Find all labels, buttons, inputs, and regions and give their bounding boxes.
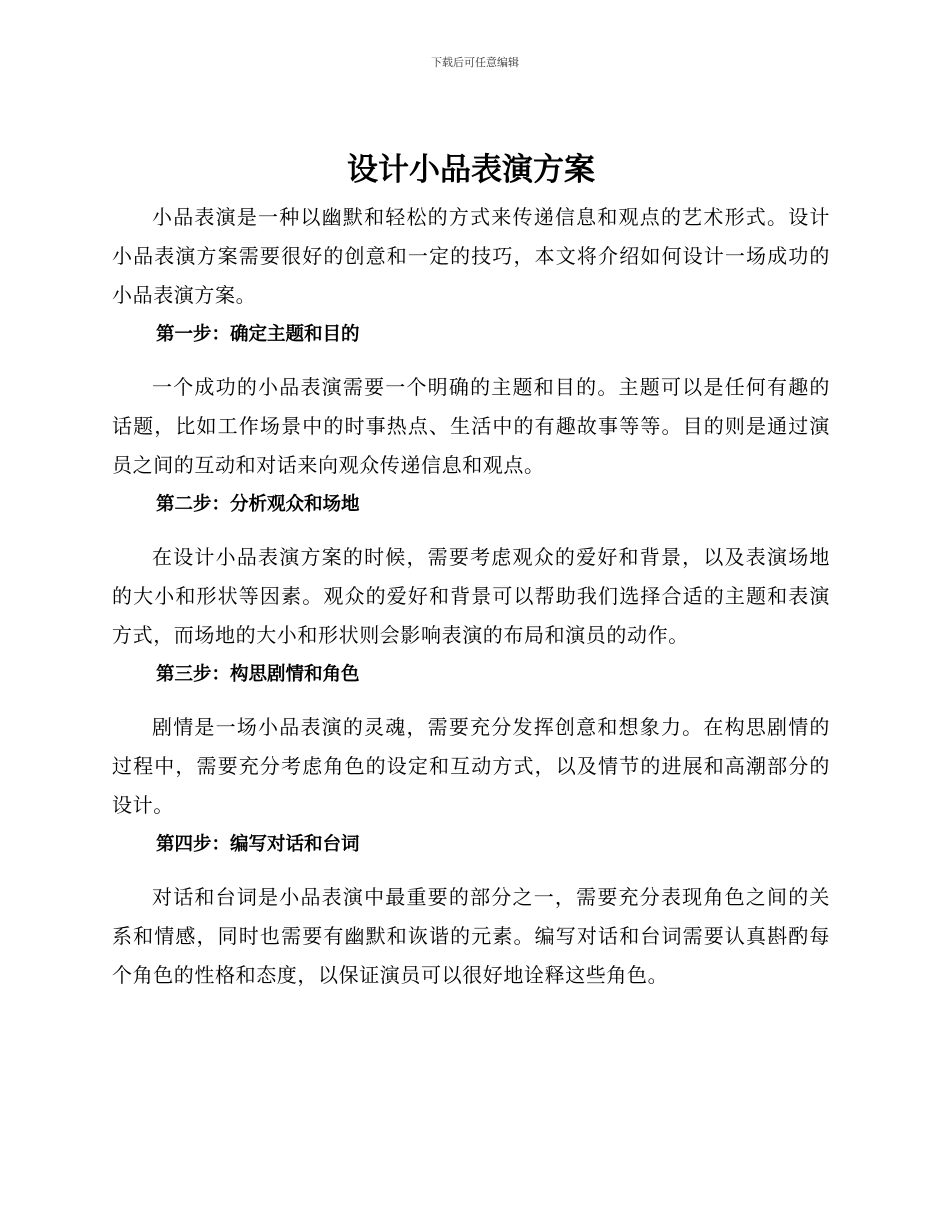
section-heading: 第三步：构思剧情和角色	[156, 664, 360, 685]
section-step-2	[112, 485, 830, 655]
page-header-note: 下载后可任意编辑	[431, 56, 519, 69]
section-paragraph: 一个成功的小品表演需要一个明确的主题和目的。主题可以是任何有趣的话题，比如工作场景中的时事热点、生活中的有趣故事等等。目的则是通过演员之间的互动和对话来向观众传递信息和观点。	[112, 375, 830, 477]
section-heading: 第一步：确定主题和目的	[156, 324, 360, 345]
document-body	[112, 148, 830, 995]
document-title: 设计小品表演方案	[347, 152, 595, 188]
section-heading: 第二步：分析观众和场地	[156, 494, 360, 515]
section-paragraph: 对话和台词是小品表演中最重要的部分之一，需要充分表现角色之间的关系和情感，同时也需要有幽默和诙谐的元素。编写对话和台词需要认真斟酌每个角色的性格和态度，以保证演员可以很好地诠释这些角色。	[112, 885, 830, 987]
section-paragraph: 剧情是一场小品表演的灵魂，需要充分发挥创意和想象力。在构思剧情的过程中，需要充分考虑角色的设定和互动方式，以及情节的进展和高潮部分的设计。	[112, 715, 830, 817]
section-heading: 第四步：编写对话和台词	[156, 834, 360, 855]
intro-paragraph: 小品表演是一种以幽默和轻松的方式来传递信息和观点的艺术形式。设计小品表演方案需要很好的创意和一定的技巧，本文将介绍如何设计一场成功的小品表演方案。	[112, 205, 830, 307]
section-step-4	[112, 825, 830, 995]
section-step-3	[112, 655, 830, 825]
section-step-1	[112, 315, 830, 485]
section-paragraph: 在设计小品表演方案的时候，需要考虑观众的爱好和背景，以及表演场地的大小和形状等因素。观众的爱好和背景可以帮助我们选择合适的主题和表演方式，而场地的大小和形状则会影响表演的布局和演员的动作。	[112, 545, 830, 647]
